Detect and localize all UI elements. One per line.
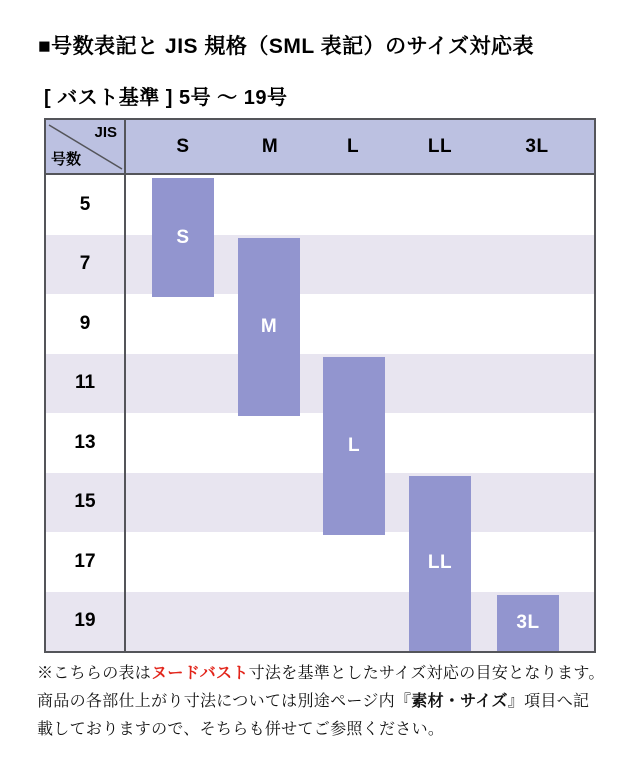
size-range-bar-l: L	[323, 357, 385, 536]
row-label-13: 13	[46, 413, 126, 473]
table-row-5	[46, 175, 594, 235]
column-header-l: L	[346, 135, 360, 157]
footnote-line-3: 載しておりますので、そちらも併せてご参照ください。	[37, 721, 445, 738]
row-label-7: 7	[46, 235, 126, 295]
footnote-line-2: 商品の各部仕上がり寸法については別途ページ内『素材・サイズ』項目へ記	[37, 693, 590, 710]
row-label-11: 11	[46, 354, 126, 414]
row-label-9: 9	[46, 294, 126, 354]
column-header-s: S	[176, 135, 190, 157]
row-label-19: 19	[46, 592, 126, 652]
footnote-highlight-nude-bust: ヌードバスト	[151, 665, 249, 682]
size-range-bar-ll: LL	[409, 476, 471, 652]
size-correspondence-table	[44, 118, 596, 653]
corner-label-jis: JIS	[94, 124, 117, 141]
table-row-15	[46, 473, 594, 533]
corner-cell	[46, 120, 126, 173]
column-header-ll: LL	[427, 135, 453, 157]
table-row-13	[46, 413, 594, 473]
table-row-17	[46, 532, 594, 592]
size-range-bar-m: M	[238, 238, 300, 417]
table-header-row	[46, 120, 594, 175]
row-label-5: 5	[46, 175, 126, 235]
row-label-15: 15	[46, 473, 126, 533]
table-body	[46, 175, 594, 651]
row-label-17: 17	[46, 532, 126, 592]
page-subtitle: [ バスト基準 ] 5号 ～ 19号	[44, 87, 288, 109]
page-title: ■号数表記と JIS 規格（SML 表記）のサイズ対応表	[38, 35, 534, 58]
footnote-line-1: ※こちらの表はヌードバスト寸法を基準としたサイズ対応の目安となります。	[37, 665, 605, 682]
size-range-bar-3l: 3L	[497, 595, 559, 652]
corner-label-gosu: 号数	[51, 151, 82, 168]
footnote-bold-material-size: 素材・サイズ	[411, 693, 508, 710]
column-header-m: M	[261, 135, 279, 157]
footnote	[37, 660, 605, 744]
size-range-bar-s: S	[152, 178, 214, 297]
table-row-7	[46, 235, 594, 295]
table-row-9	[46, 294, 594, 354]
table-row-11	[46, 354, 594, 414]
column-header-3l: 3L	[525, 135, 549, 157]
